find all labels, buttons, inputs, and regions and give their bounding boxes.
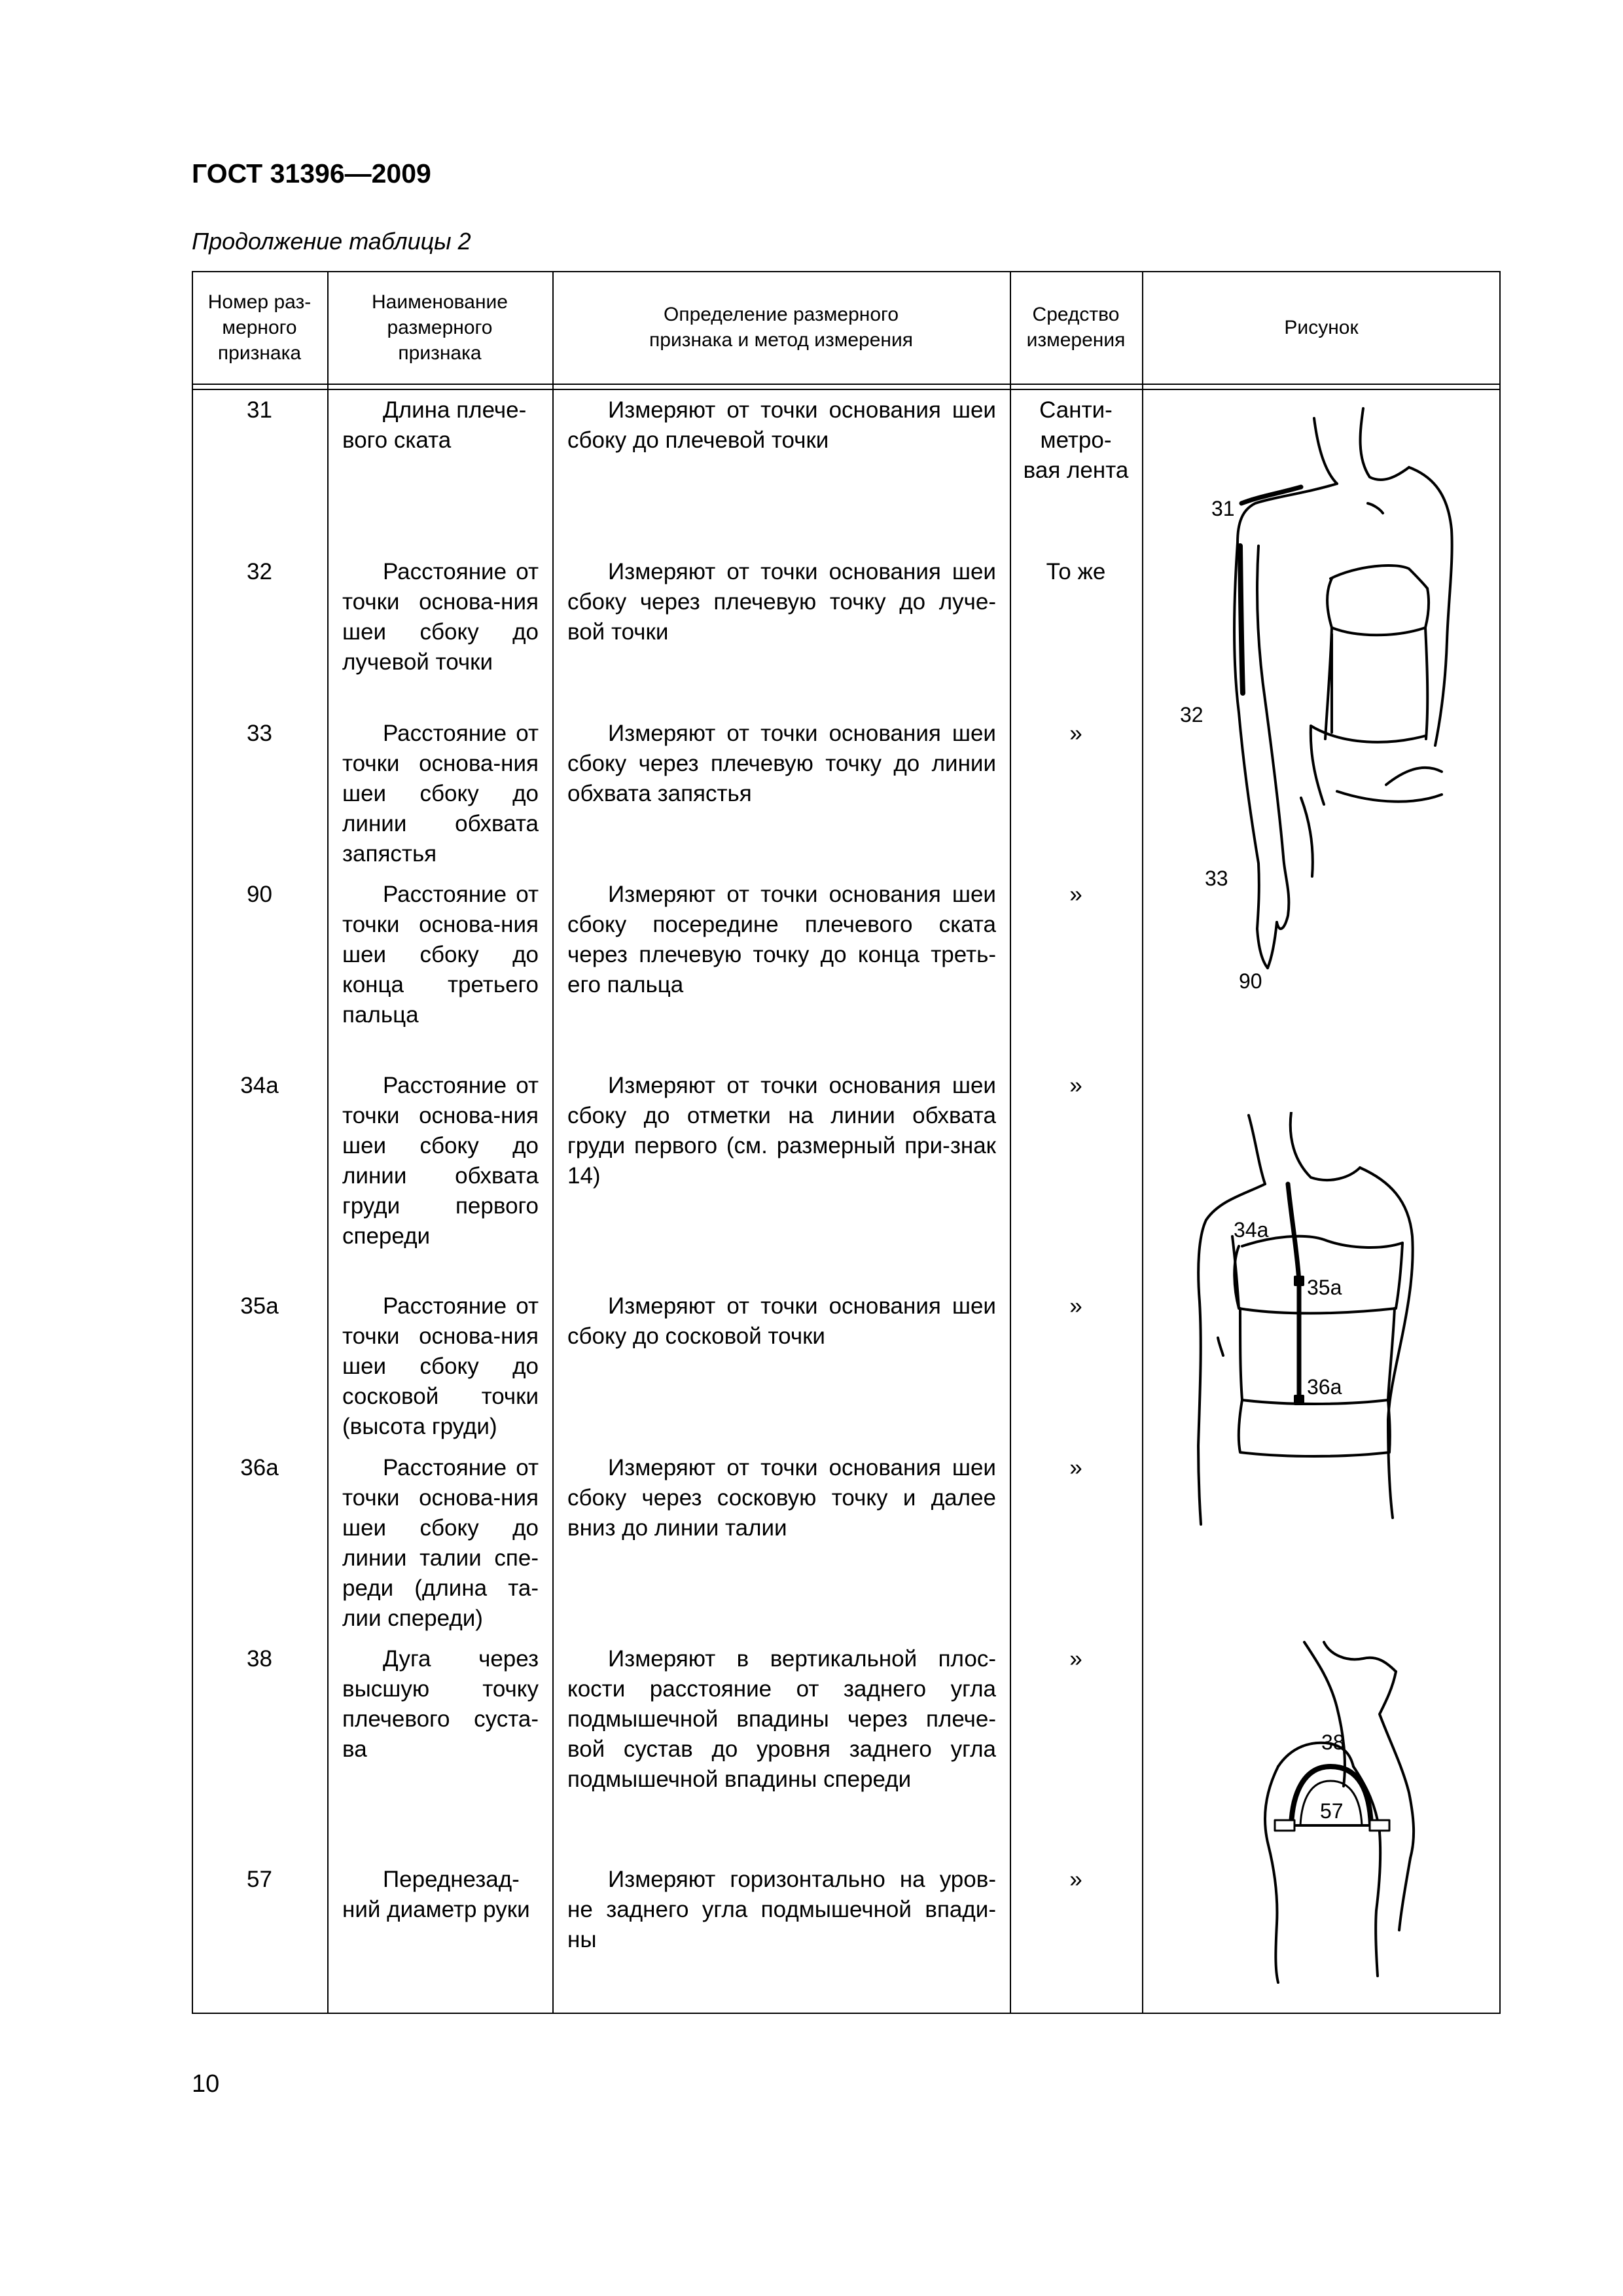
row-instrument: » (1069, 721, 1082, 746)
row-number: 32 (247, 559, 272, 584)
figure-label: 90 (1239, 969, 1262, 993)
row-name: Расстояние от точки основа-ния шеи сбоку до конца третьего пальца (342, 882, 539, 1028)
row-number: 33 (247, 721, 272, 746)
row-definition: Измеряют от точки основания шеи сбоку до сосковой точки (567, 1293, 996, 1349)
row-number: 34а (240, 1073, 279, 1098)
row-instrument: » (1069, 1867, 1082, 1892)
table-caption: Продолжение таблицы 2 (192, 228, 471, 255)
row-definition: Измеряют горизонтально на уров-не заднего угла подмышечной впади-ны (567, 1867, 996, 1952)
row-definition: Измеряют в вертикальной плос-кости расстояние от заднего угла подмышечной впадины через плече-вой сустав до уровня заднего угла подмышечной впадины спереди (567, 1646, 996, 1792)
header-figure: Рисунок (1284, 316, 1359, 338)
measurement-table (192, 271, 1501, 2014)
row-definition: Измеряют от точки основания шеи сбоку через сосковую точку и далее вниз до линии талии (567, 1455, 996, 1541)
row-name: Расстояние от точки основа-ния шеи сбоку до лучевой точки (342, 559, 539, 675)
figure-label: 32 (1180, 703, 1204, 726)
row-instrument: » (1069, 882, 1082, 907)
row-number: 31 (247, 397, 272, 423)
header-divider (192, 389, 1501, 390)
row-definition: Измеряют от точки основания шеи сбоку через плечевую точку до линии обхвата запястья (567, 721, 996, 806)
row-definition: Измеряют от точки основания шеи сбоку до отметки на линии обхвата груди первого (см. размерный при-знак 14) (567, 1073, 996, 1189)
figure-label: 31 (1211, 497, 1235, 520)
row-name: Расстояние от точки основа-ния шеи сбоку до линии талии спе-реди (длина та-лии спереди) (342, 1455, 539, 1631)
row-name: Переднезад-ний диаметр руки (342, 1867, 530, 1922)
row-name: Длина плече- вого ската (342, 397, 527, 453)
figure-label: 34а (1234, 1218, 1269, 1242)
page-number: 10 (192, 2070, 220, 2098)
figure-label: 33 (1205, 867, 1228, 890)
row-name: Дуга через высшую точку плечевого суста-ва (342, 1646, 539, 1762)
row-number: 57 (247, 1867, 272, 1892)
column-divider (327, 271, 329, 2014)
row-number: 38 (247, 1646, 272, 1672)
row-number: 36а (240, 1455, 279, 1480)
figure-label: 35а (1307, 1276, 1342, 1299)
column-divider (1142, 271, 1143, 2014)
row-instrument: » (1069, 1646, 1082, 1672)
row-number: 35а (240, 1293, 279, 1319)
row-instrument: Санти- метро- вая лента (1023, 397, 1129, 483)
row-definition: Измеряют от точки основания шеи сбоку через плечевую точку до луче-вой точки (567, 559, 996, 645)
figure-shoulder-side (1239, 1636, 1461, 1989)
row-instrument: » (1069, 1455, 1082, 1480)
document-header: ГОСТ 31396—2009 (192, 158, 431, 188)
header-divider (192, 384, 1501, 385)
row-number: 90 (247, 882, 272, 907)
header-instrument: Средство измерения (1026, 304, 1126, 351)
header-number: Номер раз- мерного признака (207, 291, 312, 364)
column-divider (1010, 271, 1011, 2014)
header-definition: Определение размерного признака и метод измерения (649, 304, 913, 351)
figure-torso-front (1193, 1112, 1481, 1531)
figure-label: 38 (1321, 1731, 1345, 1754)
row-name: Расстояние от точки основа-ния шеи сбоку до линии обхвата груди первого спереди (342, 1073, 539, 1249)
header-name: Наименование размерного признака (372, 291, 508, 364)
figure-label: 36а (1307, 1375, 1342, 1399)
row-name: Расстояние от точки основа-ния шеи сбоку до линии обхвата запястья (342, 721, 539, 867)
figure-label: 57 (1320, 1799, 1344, 1823)
row-instrument: » (1069, 1293, 1082, 1319)
row-instrument: То же (1046, 559, 1106, 584)
column-divider (552, 271, 554, 2014)
row-name: Расстояние от точки основа-ния шеи сбоку до сосковой точки (высота груди) (342, 1293, 539, 1439)
row-definition: Измеряют от точки основания шеи сбоку посередине плечевого ската через плечевую точку до конца треть-его пальца (567, 882, 996, 997)
row-instrument: » (1069, 1073, 1082, 1098)
figure-arm-length (1160, 405, 1488, 994)
row-definition: Измеряют от точки основания шеи сбоку до плечевой точки (567, 397, 996, 453)
